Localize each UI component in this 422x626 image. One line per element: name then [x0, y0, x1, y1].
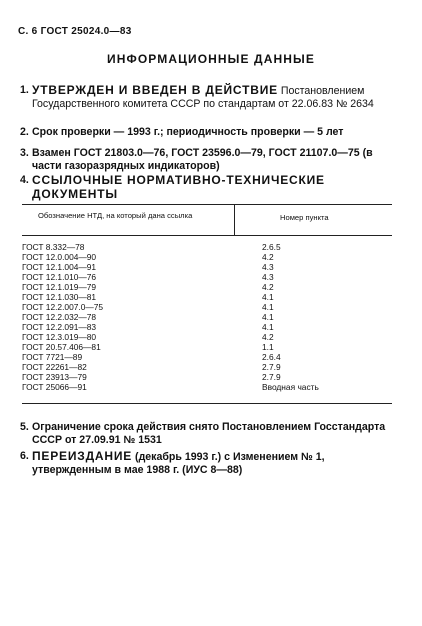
- table-row: [22, 252, 392, 262]
- table-bottom-rule: [22, 403, 392, 404]
- cell-document: ГОСТ 8.332—78: [22, 242, 85, 252]
- item-number: 3.: [20, 147, 29, 159]
- cell-document: ГОСТ 12.2.032—78: [22, 312, 97, 322]
- cell-document: ГОСТ 22261—82: [22, 362, 87, 372]
- cell-document: ГОСТ 12.1.030—81: [22, 292, 97, 302]
- info-item-3: [20, 147, 402, 173]
- item-text: Срок проверки — 1993 г.; периодичность проверки — 5 лет: [32, 126, 344, 138]
- table-row: [22, 342, 392, 352]
- item-number: 2.: [20, 126, 29, 138]
- table-row: [22, 292, 392, 302]
- table-row: [22, 282, 392, 292]
- info-item-5: [20, 421, 402, 447]
- table-body: [22, 242, 392, 392]
- item-bold-text: ПЕРЕИЗДАНИЕ: [32, 449, 133, 463]
- item-text: ССЫЛОЧНЫЕ НОРМАТИВНО-ТЕХНИЧЕСКИЕ ДОКУМЕНТЫ: [32, 173, 325, 201]
- item-number: 6.: [20, 450, 29, 462]
- cell-document: ГОСТ 23913—79: [22, 372, 87, 382]
- cell-clause: 1.1: [262, 342, 274, 352]
- cell-clause: 2.7.9: [262, 362, 281, 372]
- cell-clause: 2.6.5: [262, 242, 281, 252]
- column-divider: [234, 205, 235, 235]
- item-number: 5.: [20, 421, 29, 433]
- page-title: ИНФОРМАЦИОННЫЕ ДАННЫЕ: [107, 52, 315, 66]
- table-row: [22, 352, 392, 362]
- item-text: (декабрь 1993 г.) с Изменением № 1, утвержденным в мае 1988 г. (ИУС 8—88): [32, 451, 325, 476]
- cell-document: ГОСТ 12.2.007.0—75: [22, 302, 104, 312]
- cell-clause: 4.3: [262, 272, 274, 282]
- item-text: Взамен ГОСТ 21803.0—76, ГОСТ 23596.0—79, ГОСТ 21107.0—75 (в части газоразрядных индикаторов): [32, 147, 373, 172]
- cell-clause: 4.2: [262, 282, 274, 292]
- cell-clause: 4.2: [262, 332, 274, 342]
- cell-clause: 4.2: [262, 252, 274, 262]
- table-row: [22, 272, 392, 282]
- cell-document: ГОСТ 20.57.406—81: [22, 342, 101, 352]
- cell-clause: 4.1: [262, 312, 274, 322]
- info-item-6: [20, 450, 402, 477]
- item-number: 4.: [20, 174, 29, 186]
- table-header: [22, 204, 392, 236]
- table-row: [22, 312, 392, 322]
- item-text: Постановлением Государственного комитета СССР по стандартам от 22.06.83 № 2634: [32, 85, 374, 110]
- cell-clause: 4.1: [262, 302, 274, 312]
- cell-clause: 4.1: [262, 322, 274, 332]
- table-row: [22, 262, 392, 272]
- info-item-2: [20, 126, 402, 139]
- item-bold-text: УТВЕРЖДЕН И ВВЕДЕН В ДЕЙСТВИЕ: [32, 83, 278, 97]
- table-row: [22, 362, 392, 372]
- cell-clause: 4.3: [262, 262, 274, 272]
- table-row: [22, 372, 392, 382]
- cell-document: ГОСТ 25066—91: [22, 382, 87, 392]
- page-header: С. 6 ГОСТ 25024.0—83: [18, 26, 132, 37]
- cell-document: ГОСТ 12.0.004—90: [22, 252, 97, 262]
- column-header-clause: Номер пункта: [280, 213, 329, 222]
- references-table: [22, 204, 392, 392]
- cell-document: ГОСТ 12.1.019—79: [22, 282, 97, 292]
- table-row: [22, 302, 392, 312]
- table-row: [22, 332, 392, 342]
- cell-clause: Вводная часть: [262, 382, 319, 392]
- cell-document: ГОСТ 12.2.091—83: [22, 322, 97, 332]
- cell-document: ГОСТ 12.1.010—76: [22, 272, 97, 282]
- cell-clause: 4.1: [262, 292, 274, 302]
- item-text: Ограничение срока действия снято Постановлением Госстандарта СССР от 27.09.91 № 1531: [32, 421, 386, 446]
- table-row: [22, 242, 392, 252]
- cell-clause: 2.7.9: [262, 372, 281, 382]
- cell-document: ГОСТ 7721—89: [22, 352, 83, 362]
- item-number: 1.: [20, 84, 29, 96]
- cell-clause: 2.6.4: [262, 352, 281, 362]
- cell-document: ГОСТ 12.3.019—80: [22, 332, 97, 342]
- column-header-document: Обозначение НТД, на который дана ссылка: [38, 211, 193, 220]
- info-item-1: [20, 84, 402, 111]
- table-row: [22, 382, 392, 392]
- info-item-4: [20, 174, 402, 202]
- cell-document: ГОСТ 12.1.004—91: [22, 262, 97, 272]
- table-row: [22, 322, 392, 332]
